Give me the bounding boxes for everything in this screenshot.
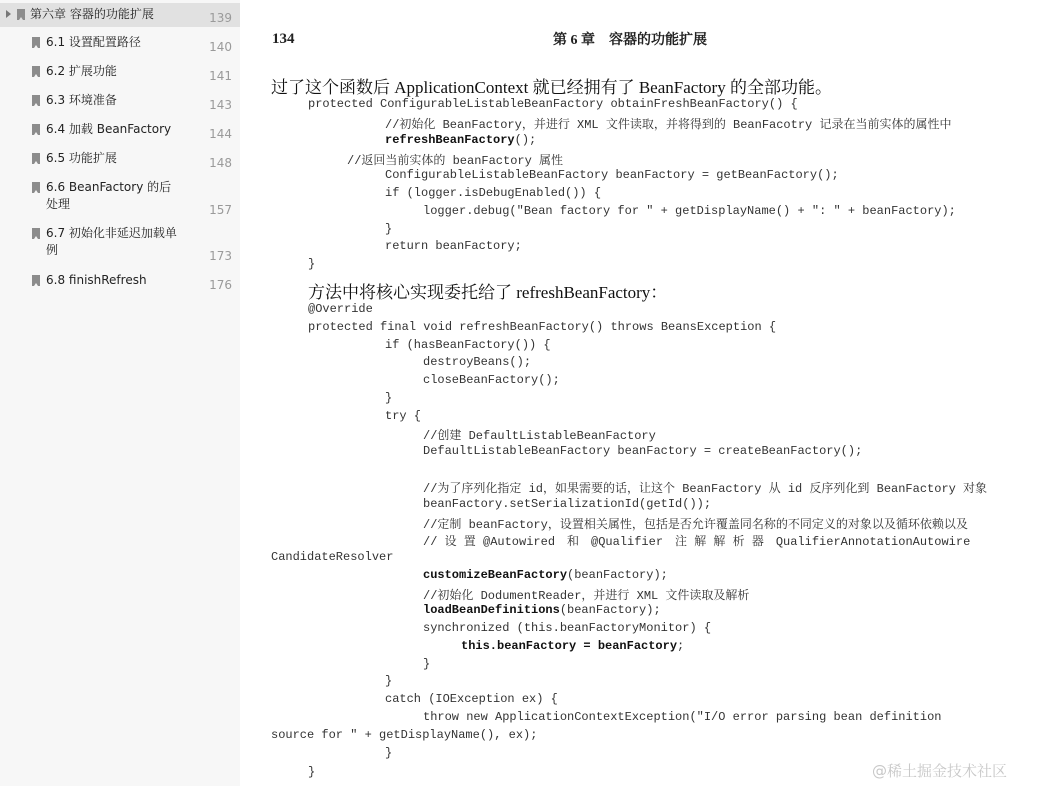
code-line: closeBeanFactory(); [423, 373, 560, 387]
bookmark-icon [32, 228, 40, 239]
code-line [461, 639, 684, 653]
toc-item-page: 148 [209, 156, 232, 170]
code-comment: //初始化 BeanFactory，并进行 XML 文件读取，并将得到的 BeanFacotry 记录在当前实体的属性中 [385, 118, 952, 132]
toc-item-label: 6.1 设置配置路径 [46, 35, 141, 49]
code-line [385, 133, 536, 147]
toc-item-page: 157 [209, 203, 232, 217]
watermark: @稀土掘金技术社区 [872, 762, 1008, 780]
toc-item-label-cont: 例 [46, 243, 59, 257]
code-line: } [385, 391, 393, 405]
toc-item-page: 140 [209, 40, 232, 54]
code-bold: this.beanFactory = beanFactory [461, 639, 678, 653]
prose-paragraph: 方法中将核心实现委托给了 refreshBeanFactory： [308, 283, 668, 302]
toc-item-6-2[interactable] [0, 61, 240, 87]
toc-item-page: 141 [209, 69, 232, 83]
toc-item-6-1[interactable] [0, 32, 240, 58]
toc-item-page: 176 [209, 278, 232, 292]
code-line: return beanFactory; [385, 239, 522, 253]
code-line: @Override [308, 302, 373, 316]
toc-item-label: 6.3 环境准备 [46, 93, 117, 107]
code-comment: //创建 DefaultListableBeanFactory [423, 429, 656, 443]
code-line: } [385, 746, 393, 760]
code-line: try { [385, 409, 422, 423]
code-line: protected ConfigurableListableBeanFactory obtainFreshBeanFactory() { [308, 97, 798, 111]
toc-item-page: 143 [209, 98, 232, 112]
code-line: if (hasBeanFactory()) { [385, 338, 551, 352]
code-line: beanFactory.setSerializationId(getId()); [423, 497, 712, 511]
bookmark-icon [32, 124, 40, 135]
bookmark-icon [32, 37, 40, 48]
bookmark-icon [32, 153, 40, 164]
intro-paragraph: 过了这个函数后 ApplicationContext 就已经拥有了 BeanFactory 的全部功能。 [271, 78, 832, 97]
expand-caret-icon[interactable] [6, 10, 11, 18]
code-comment: //定制 beanFactory，设置相关属性，包括是否允许覆盖同名称的不同定义的对象以及循环依赖以及 [423, 518, 968, 532]
code-line [423, 568, 668, 582]
code-comment: // 设 置 @Autowired 和 @Qualifier 注 解 解 析 器 QualifierAnnotationAutowire [423, 535, 971, 549]
code-line: destroyBeans(); [423, 355, 532, 369]
code-line: source for " + getDisplayName(), ex); [271, 728, 538, 742]
toc-item-page: 144 [209, 127, 232, 141]
toc-item-chapter-6[interactable] [0, 3, 240, 27]
toc-sidebar [0, 0, 240, 786]
code-bold: customizeBeanFactory [423, 568, 568, 582]
code-line-rest: (); [514, 133, 537, 147]
toc-item-6-8[interactable] [0, 270, 240, 296]
code-bold: loadBeanDefinitions [423, 603, 560, 617]
code-line: DefaultListableBeanFactory beanFactory = createBeanFactory(); [423, 444, 863, 458]
toc-item-label: 第六章 容器的功能扩展 [30, 7, 154, 21]
code-line [423, 603, 661, 617]
toc-item-label-cont: 处理 [46, 197, 71, 211]
code-line: throw new ApplicationContextException("I/O error parsing bean definition [423, 710, 942, 724]
toc-item-6-3[interactable] [0, 90, 240, 116]
code-line-rest: (beanFactory); [567, 568, 668, 582]
code-line: } [308, 257, 316, 271]
code-line: protected final void refreshBeanFactory() throws BeansException { [308, 320, 777, 334]
toc-item-label: 6.7 初始化非延迟加载单 [46, 226, 177, 240]
toc-item-label: 6.4 加载 BeanFactory [46, 122, 172, 136]
code-line: catch (IOException ex) { [385, 692, 558, 706]
code-line-rest: (beanFactory); [559, 603, 661, 617]
code-bold: refreshBeanFactory [385, 133, 515, 147]
toc-item-6-4[interactable] [0, 119, 240, 145]
code-line: } [308, 765, 316, 779]
bookmark-icon [32, 95, 40, 106]
code-line: logger.debug("Bean factory for " + getDisplayName() + ": " + beanFactory); [423, 204, 956, 218]
code-line: } [385, 674, 393, 688]
toc-item-6-5[interactable] [0, 148, 240, 174]
code-line: } [423, 657, 431, 671]
code-line: if (logger.isDebugEnabled()) { [385, 186, 602, 200]
toc-item-6-6[interactable] [0, 177, 240, 217]
code-line-rest: ; [677, 639, 685, 653]
toc-item-label: 6.6 BeanFactory 的后 [46, 180, 172, 194]
document-page [242, 0, 1040, 786]
bookmark-icon [32, 182, 40, 193]
toc-item-page: 173 [209, 249, 232, 263]
toc-item-label: 6.8 finishRefresh [46, 273, 147, 287]
toc-item-6-7[interactable] [0, 223, 240, 263]
code-line: synchronized (this.beanFactoryMonitor) { [423, 621, 712, 635]
code-comment: //返回当前实体的 beanFactory 属性 [347, 154, 564, 168]
code-comment: //初始化 DodumentReader，并进行 XML 文件读取及解析 [423, 589, 750, 603]
toc-item-page: 139 [209, 11, 232, 25]
running-head: 第 6 章 容器的功能扩展 [553, 33, 707, 48]
bookmark-icon [32, 66, 40, 77]
code-comment: CandidateResolver [271, 550, 394, 564]
code-line: ConfigurableListableBeanFactory beanFactory = getBeanFactory(); [385, 168, 839, 182]
bookmark-icon [32, 275, 40, 286]
page-number: 134 [272, 31, 295, 47]
toc-item-label: 6.2 扩展功能 [46, 64, 117, 78]
code-comment: //为了序列化指定 id，如果需要的话，让这个 BeanFactory 从 id 反序列化到 BeanFactory 对象 [423, 482, 988, 496]
code-line: } [385, 222, 393, 236]
toc-item-label: 6.5 功能扩展 [46, 151, 117, 165]
bookmark-icon [17, 9, 25, 20]
